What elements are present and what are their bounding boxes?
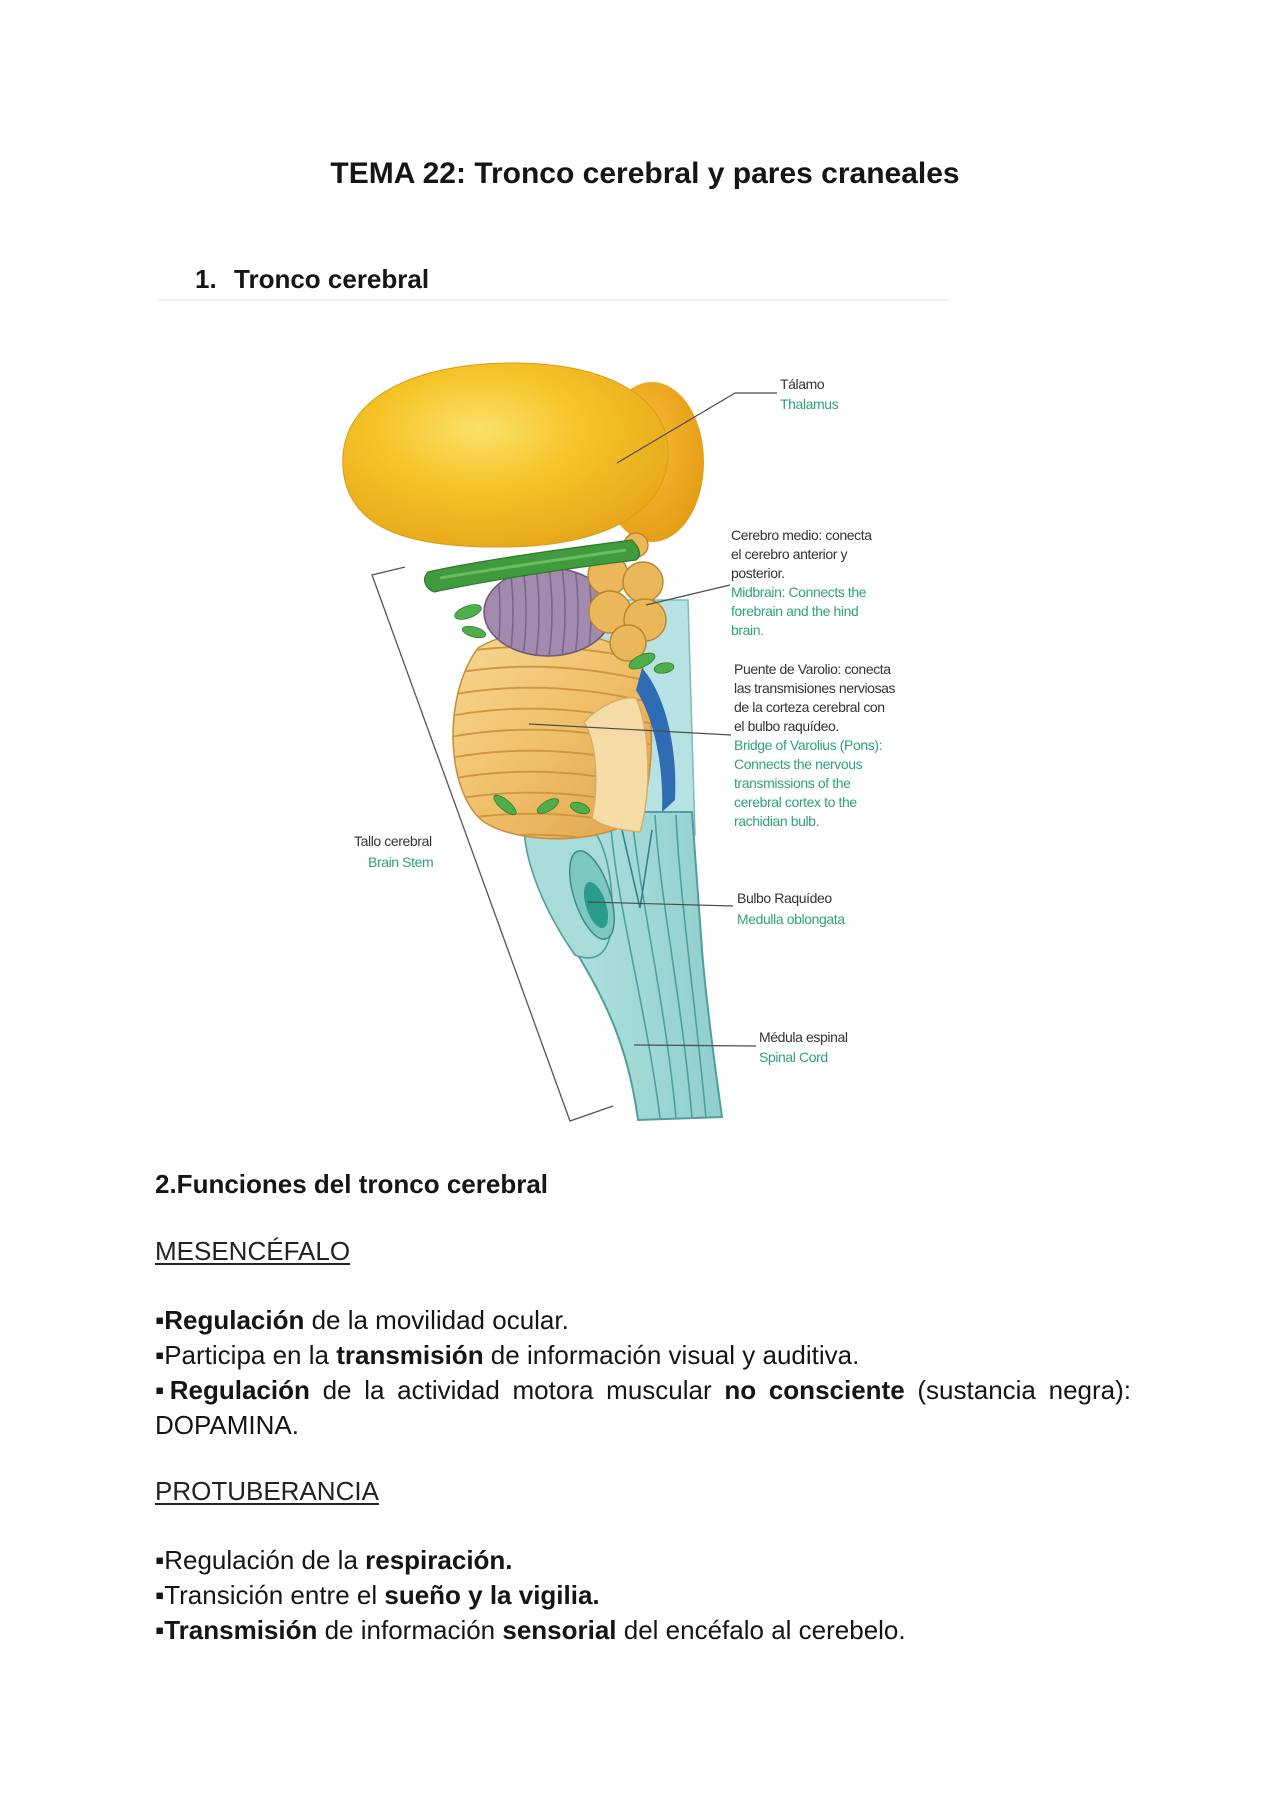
bold-text (155, 1305, 304, 1335)
mesencefalo-heading: MESENCÉFALO (155, 1236, 351, 1266)
bold-text (155, 1615, 317, 1645)
thalamus-label-en: Thalamus (780, 396, 839, 412)
pons-label-en-line: Connects the nervous (734, 756, 863, 772)
item-text: de la actividad motora muscular (309, 1375, 725, 1405)
item-text: (sustancia negra): DOPAMINA. (155, 1375, 1131, 1440)
thalamus-shape (343, 363, 668, 547)
pons-label-es-line: de la corteza cerebral con (734, 699, 885, 715)
midbrain-label-es-line: Cerebro medio: conecta (731, 527, 872, 543)
item-text: del encéfalo al cerebelo. (616, 1615, 906, 1645)
list-item (155, 1543, 1131, 1578)
list-item (155, 1578, 1131, 1613)
list-item (155, 1613, 1131, 1648)
list-item (155, 1373, 1131, 1443)
pons-label-en-line: Bridge of Varolius (Pons): (734, 737, 883, 753)
protuberancia-heading: PROTUBERANCIA (155, 1476, 379, 1506)
pons-label-es-line: Puente de Varolio: conecta (734, 661, 891, 677)
bullet-glyph: ▪ (155, 1340, 165, 1370)
brainstem-label-es: Tallo cerebral (354, 833, 432, 849)
item-text: Participa en la (164, 1340, 337, 1370)
bullet-glyph: ▪ (155, 1375, 170, 1405)
spinal-cord-label-es: Médula espinal (759, 1029, 848, 1045)
colliculus-shape (623, 562, 663, 602)
midbrain-label-es-line: posterior. (731, 565, 785, 581)
bold-text (155, 1375, 310, 1405)
figure-top-divider (157, 299, 948, 301)
midbrain-label-en-line: Midbrain: Connects the (731, 584, 867, 600)
item-text: Regulación (164, 1305, 305, 1335)
medulla-label-en: Medulla oblongata (737, 911, 845, 927)
midbrain-label-en-line: forebrain and the hind (731, 603, 859, 619)
section-1-number: 1. (195, 264, 217, 294)
item-text: de información visual y auditiva. (483, 1340, 860, 1370)
pons-label-en-line: rachidian bulb. (734, 813, 820, 829)
brainstem-diagram (0, 320, 1280, 1140)
section-2-title: 2.Funciones del tronco cerebral (155, 1169, 548, 1199)
protuberancia-list (155, 1543, 1131, 1648)
brainstem-label-en: Brain Stem (368, 854, 434, 870)
section-1-title: Tronco cerebral (234, 264, 430, 294)
pons-label-en-line: transmissions of the (734, 775, 851, 791)
thalamus-label-es: Tálamo (780, 376, 825, 392)
spinal-cord-label-en: Spinal Cord (759, 1049, 828, 1065)
item-bold-text: sensorial (502, 1615, 617, 1645)
item-text: Transmisión (164, 1615, 318, 1645)
pons-label-es-line: el bulbo raquídeo. (734, 718, 839, 734)
item-text: Regulación de la (164, 1545, 366, 1575)
bullet-glyph: ▪ (155, 1545, 165, 1575)
nerve-root-shape (461, 624, 487, 640)
item-text: Transición entre el (164, 1580, 385, 1610)
bullet-glyph: ▪ (155, 1615, 165, 1645)
page-title: TEMA 22: Tronco cerebral y pares craneales (330, 157, 960, 190)
medulla-label-es: Bulbo Raquídeo (737, 890, 832, 906)
item-text: Regulación (169, 1375, 310, 1405)
mesencefalo-list (155, 1303, 1131, 1443)
midbrain-label-es-line: el cerebro anterior y (731, 546, 848, 562)
item-bold-text: no consciente (724, 1375, 905, 1405)
nerve-root-shape (453, 602, 483, 623)
pons-label-es-line: las transmisiones nerviosas (734, 680, 896, 696)
bullet-glyph: ▪ (155, 1305, 165, 1335)
item-text: de información (317, 1615, 503, 1645)
item-bold-text: sueño y la vigilia. (384, 1580, 600, 1610)
list-item (155, 1303, 1131, 1338)
list-item (155, 1338, 1131, 1373)
bullet-glyph: ▪ (155, 1580, 165, 1610)
midbrain-label-en-line: brain. (731, 622, 764, 638)
pons-label-en-line: cerebral cortex to the (734, 794, 857, 810)
item-bold-text: respiración. (365, 1545, 513, 1575)
item-bold-text: transmisión (336, 1340, 484, 1370)
item-text: de la movilidad ocular. (304, 1305, 569, 1335)
